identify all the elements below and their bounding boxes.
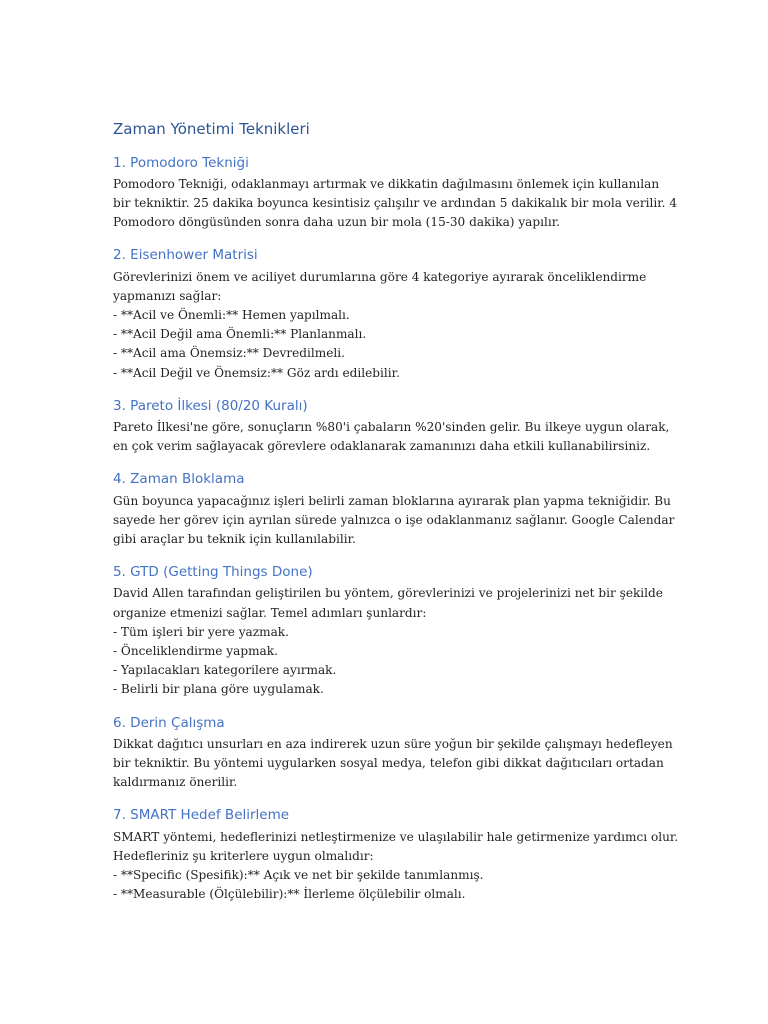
- list-item: - Belirli bir plana göre uygulamak.: [113, 682, 324, 697]
- document-section: [113, 714, 673, 793]
- document-section: [113, 563, 663, 699]
- paragraph-line: en çok verim sağlayacak görevlere odaklanarak zamanınızı daha etkili kullanabilirsiniz.: [113, 439, 651, 454]
- document-section: [113, 246, 658, 382]
- paragraph-line: Pomodoro Tekniği, odaklanmayı artırmak ve dikkatin dağılmasını önlemek için kullanılan: [113, 176, 660, 191]
- list-item: - **Specific (Spesifik):** Açık ve net bir şekilde tanımlanmış.: [113, 868, 484, 883]
- document-section: [113, 397, 670, 457]
- section-heading: 2. Eisenhower Matrisi: [113, 247, 258, 264]
- document-page: [113, 120, 679, 919]
- paragraph-line: Dikkat dağıtıcı unsurları en aza indirerek uzun süre yoğun bir şekilde çalışmayı hedefleyen: [113, 736, 673, 751]
- list-item: - **Measurable (Ölçülebilir):** İlerleme ölçülebilir olmalı.: [113, 887, 466, 902]
- paragraph-line: Gün boyunca yapacağınız işleri belirli zaman bloklarına ayırarak plan yapma tekniğidir. Bu: [113, 493, 671, 508]
- document-section: [113, 154, 678, 233]
- paragraph-line: SMART yöntemi, hedeflerinizi netleştirmenize ve ulaşılabilir hale getirmenize yardımcı olur.: [113, 829, 679, 844]
- list-item: - Tüm işleri bir yere yazmak.: [113, 624, 289, 639]
- document-section: [113, 470, 675, 549]
- paragraph-line: Görevlerinizi önem ve aciliyet durumlarına göre 4 kategoriye ayırarak önceliklendirme: [113, 269, 647, 284]
- paragraph-line: Pomodoro döngüsünden sonra daha uzun bir mola (15-30 dakika) yapılır.: [113, 215, 561, 230]
- paragraph-line: David Allen tarafından geliştirilen bu yöntem, görevlerinizi ve projelerinizi net bir şekilde: [113, 586, 663, 601]
- list-item: - **Acil ama Önemsiz:** Devredilmeli.: [113, 346, 345, 361]
- paragraph-line: gibi araçlar bu teknik için kullanılabilir.: [113, 532, 356, 547]
- paragraph-line: sayede her görev için ayrılan sürede yalnızca o işe odaklanmanız sağlanır. Google Calendar: [113, 512, 675, 527]
- list-item: - **Acil ve Önemli:** Hemen yapılmalı.: [113, 307, 350, 322]
- paragraph-line: bir tekniktir. 25 dakika boyunca kesintisiz çalışılır ve ardından 5 dakikalık bir mola verilir. 4: [113, 195, 678, 210]
- paragraph-line: yapmanızı sağlar:: [113, 288, 222, 303]
- section-heading: 7. SMART Hedef Belirleme: [113, 807, 290, 824]
- paragraph-line: kaldırmanız önerilir.: [113, 775, 238, 790]
- list-item: - Yapılacakları kategorilere ayırmak.: [113, 663, 337, 678]
- section-heading: 5. GTD (Getting Things Done): [113, 564, 313, 581]
- list-item: - **Acil Değil ama Önemli:** Planlanmalı.: [113, 327, 367, 342]
- document-title: Zaman Yönetimi Teknikleri: [113, 120, 310, 138]
- section-heading: 6. Derin Çalışma: [113, 714, 225, 731]
- paragraph-line: organize etmenizi sağlar. Temel adımları şunlardır:: [113, 605, 427, 620]
- section-heading: 1. Pomodoro Tekniği: [113, 154, 249, 171]
- section-heading: 3. Pareto İlkesi (80/20 Kuralı): [113, 397, 308, 414]
- paragraph-line: Hedefleriniz şu kriterlere uygun olmalıdır:: [113, 848, 374, 863]
- document-body: [113, 154, 679, 905]
- document-section: [113, 806, 679, 904]
- section-heading: 4. Zaman Bloklama: [113, 471, 245, 488]
- paragraph-line: Pareto İlkesi'ne göre, sonuçların %80'i çabaların %20'sinden gelir. Bu ilkeye uygun olarak,: [113, 419, 670, 434]
- paragraph-line: bir tekniktir. Bu yöntemi uygularken sosyal medya, telefon gibi dikkat dağıtıcıları ortadan: [113, 756, 664, 771]
- list-item: - Önceliklendirme yapmak.: [113, 644, 278, 659]
- list-item: - **Acil Değil ve Önemsiz:** Göz ardı edilebilir.: [113, 365, 400, 380]
